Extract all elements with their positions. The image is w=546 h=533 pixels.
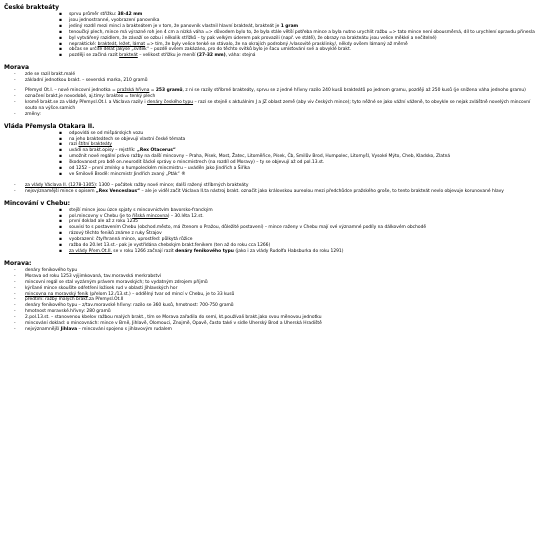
text-run: 253 gramů [155,88,183,94]
text-run: sprvu průměr střížku: [69,12,118,17]
bullet-marker: ▪ [59,35,62,41]
section-title: Mincování v Chebu: [4,199,71,207]
text-run: = [149,88,156,94]
dash-marker: - [14,273,16,279]
list-item [4,78,542,84]
bullet-marker: ▪ [59,148,62,154]
text-run: předtím: ražby malých brakt.za Přemysl.Ot.II [25,297,124,303]
text-run: ) – 30.léta 12.st. [167,213,204,219]
bullet-marker: ▪ [59,160,62,166]
text-run: 38-42 mm [117,12,143,17]
dash-marker: - [14,291,16,297]
text-run: – mincování spojeno s jihlavovým rudalem [77,326,172,332]
bullet-marker: ▪ [59,171,62,177]
text-run: „Rex Venceslaus“ [95,188,141,194]
bullet-marker: ▪ [59,17,62,23]
dash-marker: - [14,182,16,188]
dash-marker: - [14,78,16,84]
list-item [4,172,542,178]
list-item [4,189,542,195]
bullet-marker: ▪ [59,231,62,237]
list-item [4,100,542,112]
section [4,183,542,195]
dash-marker: - [14,88,16,94]
text-run: vyobrazení: čtyřhranná mince, uprostřed: půlkytá růžice [69,237,193,243]
text-run: – ale je viděl začit Václava II.ta nástroj brakt. označit jako královskou aureolou mezi předchůdce pražského groše, to tento brakteát nevlo objevuje korunované hlavy [140,188,504,194]
text-run: stejší mince jsou úzce spjaty s mincovnictvím bavorsko-franckým [69,207,213,213]
bullet-marker: ▪ [59,237,62,243]
text-run: pražská hřivna [117,88,150,94]
text-run: (jako i za vlády Rudolfa Habsburka do roku 1291) [233,249,344,254]
text-run: „Rex Otacerus“ [136,148,176,154]
text-run: (27-32 mm) [196,53,226,59]
bullet-marker: ▪ [59,53,62,59]
text-run: ve Smilově Brodě: mincmistr Jindřich zvaný „Pták“ ® [69,171,186,177]
dash-marker: - [14,188,16,194]
bullet-marker: ▪ [59,23,62,29]
text-run: , z ní se razily stříbrné brakteáty, sprvu se z jedné hřivny razilo 240 kusů brakteátů po jednom gramu, později až 250 kusů (je snížena váha jednoho gramu) [182,88,526,94]
section-title: Morava: [4,259,32,267]
text-run: denáry fenikového typu – z/tav.moravské hřivny: razilo se 360 kusů, hmotnost: 700-750 gramů [25,303,234,309]
text-run: označení brakt.je novodobé, aj.tímy: brakteo = tenký plech [25,93,156,99]
text-run: za vlády Přem.Ot.II. [69,249,112,254]
text-run: souvisí to s postavením Chebu (obchod.město, má čtenom o Pražou, důležité postavení) – mince raženy v Chebu mají své významné podíly na dálkovém obchodě [69,225,427,231]
text-run: říšská mincovna [132,213,168,219]
text-run: rázový těchto feniků známe z ruky Štrajov [69,231,162,237]
dash-marker: - [14,99,16,105]
item-list [4,183,542,195]
text-run: zde se razil brakt.malé [25,72,76,78]
text-run: odpovídá se od mišpárských vozu [69,130,144,136]
text-run: tenoučký plech, mince má výrazné roh jen 4 cm a nízká váha => důvodem bylo to, že byla stále větší potřeba mince a byla nutno urychlit ražbu => tato mince není obousměrná, díl to urychlení opravdu přinesla [69,29,535,35]
text-run: => tím, že byly velice tenké se stávalo, že na okrajích podrobný /vlasovité prasklinky/, někdy ovšem lámaný až měrně [145,41,408,47]
bullet-marker: ▪ [59,213,62,219]
text-run: Jihlava [60,326,78,332]
section [4,200,542,255]
item-list [4,208,542,255]
text-run: na jeho brakteátech se objevují vlastní české témata [69,136,186,142]
item-list [4,72,542,117]
dash-marker: - [14,315,16,321]
text-run: denáry českého typu [147,99,194,105]
bullet-marker: ▪ [59,29,62,35]
bullet-marker: ▪ [59,130,62,136]
list-item [4,112,542,118]
text-run: hmotnost moravské.hřivny: 280 gramů [25,309,111,315]
text-run: nejsvýznamější mince s opisem [25,188,96,194]
text-run: základní jednotkou brakt. – severská marka, 210 gramů [25,78,148,84]
list-item [4,53,542,59]
bullet-marker: ▪ [59,249,62,254]
text-run: denáry fenikového typu [25,267,78,273]
section [4,64,542,117]
text-run: mincovní regál se stal vyzárným právem moravských; to vydatným zdrojem příjmů [25,279,208,285]
text-run: – velikost střížku je menší [137,53,197,59]
text-run: , váha: stejná [225,53,256,59]
item-list [4,131,542,178]
text-run: mincovna na moravský feník [25,291,89,297]
dash-marker: - [14,321,16,327]
dash-marker: - [14,297,16,303]
text-run: nejvýznamnější [25,326,61,332]
text-run: mincování doklad: o mincovnách: mince v Brně, Jihlavě, Olomouci, Znojmě, Opavě, často také v sídle Uherský Brod a Uherská Hradiště [25,321,322,327]
text-run: štítní brakteáty [78,142,113,148]
bullet-marker: ▪ [59,47,62,53]
item-list [4,12,542,59]
dash-marker: - [14,326,16,332]
text-run: se v roku 1266 začnají razit [111,249,176,254]
text-run: byl vytvářený razidlem, že závaží se ozbu i několik střížků – ty pak velkým úderem pak provazili (např. ve státě), že obrazy na brakteátu jsou velice měkké a nečitelné) [69,35,437,41]
text-run: Přemysl Ot.I. – nové mincovní jednotka = [25,88,118,94]
section [4,260,542,333]
dash-marker: - [14,93,16,99]
text-run: nepraktické: [69,41,98,47]
text-run: změny: [25,111,41,117]
dash-marker: - [14,309,16,315]
text-run: – razí se stejně s aktuálním J a JZ oblast země (aby viv českých mince); tyto něžné se jako vážní váženě, to obvykle se nejak zvláštně novelých mincovní souto na výšce.samich [25,99,532,111]
dash-marker: - [14,111,16,117]
bullet-marker: ▪ [59,225,62,231]
text-run: umožnit nové regální právo ražby na další mincovny – Praha, Písek, Most, Žatec, Litoměřice, Písek, Čb, Smilův Brod, Humpolec, Litomyšl, Vysoké Mýto, Cheb, Kladsko, Zlatná [69,154,451,160]
text-run: později se začíná razit [69,53,120,59]
text-run: kromě brakt.se za vlády Přemysl.Ot.I. a Václava razily i [25,99,148,105]
bullet-marker: ▪ [59,41,62,47]
bullet-marker: ▪ [59,12,62,17]
list-item [4,249,542,255]
bullet-marker: ▪ [59,207,62,213]
section-title: České brakteáty [4,4,60,11]
text-run: : 1300 – počátek ražby nové mince; další ražený stříbrných brakteáty [95,182,249,188]
bullet-marker: ▪ [59,166,62,172]
text-run: uvádí na brakt.opisy – rejstřík: [69,148,137,154]
text-run: první doklad ale až z roku 1235 [69,219,138,225]
dash-marker: - [14,303,16,309]
text-run: od 1252 – první zmínky o humpoleckém mincmistru – uváděn jako Jindřich a Šiříka [69,166,250,172]
text-run: brakteát [119,53,138,59]
text-run: 1 gram [280,23,299,29]
section [4,123,542,178]
dash-marker: - [14,72,16,78]
bullet-marker: ▪ [59,136,62,142]
text-run: škodovanost pro bdě on.neurodit šácké správy o mincmistrech (na rozdíl od Moravy) – ty se objevují až od pol.13.st. [69,160,325,166]
text-run: občas se určitě dělat jakýse „svítek“ – pozdě ovšem zakázáno, pro do těchto svitků bylo je šacu umísťování své a obvyklé brakt. [69,47,352,53]
text-run: pol.mincovny v Chebu (je to [69,213,133,219]
text-run: 2.pol.13.st. – stanovenou kbelov ražbou malých brakt., tím se Morava zařadila do semí, kt.používali brakt.jako svou měnovou jednotku [25,315,322,321]
dash-marker: - [14,285,16,291]
text-run: jediný rozdíl mezi mincí a brakteátem je v tom, že panovník vlastnil hlavní brakteát, brakteát je [69,23,281,29]
dash-marker: - [14,267,16,273]
text-run: denáry fenikového typu [175,249,234,254]
section-title: Vláda Přemysla Otakara II. [4,122,95,130]
section-title: Morava [4,64,30,72]
text-run: kýršané mince skoušíte odřetření ložisek rud v oblasti Jihlavských hor [25,285,178,291]
dash-marker: - [14,279,16,285]
text-run: za vlády Václava II. (1278-1305) [25,182,96,188]
text-run: Morava od roku 1253 výjimkovaná, tav.moravská merkrabství [25,273,162,279]
text-run: jsou jednostranné, vyobrazení panovníka [69,17,160,23]
bullet-marker: ▪ [59,243,62,249]
text-run: ražba do 20.let 13.st.- pak je vystřídána chebským brakt.fenikem (ten až do roku cca 1266) [69,243,271,249]
text-run: (přelom 12./13.st.) – oddělný tvar od mincí v Chebu, je to 33 kusů [88,291,235,297]
text-run: razí [69,142,79,148]
text-run: brakteát, ležet, lámat [97,41,146,47]
bullet-marker: ▪ [59,142,62,148]
section [4,4,542,59]
bullet-marker: ▪ [59,219,62,225]
item-list [4,268,542,333]
list-item [4,327,542,333]
bullet-marker: ▪ [59,154,62,160]
